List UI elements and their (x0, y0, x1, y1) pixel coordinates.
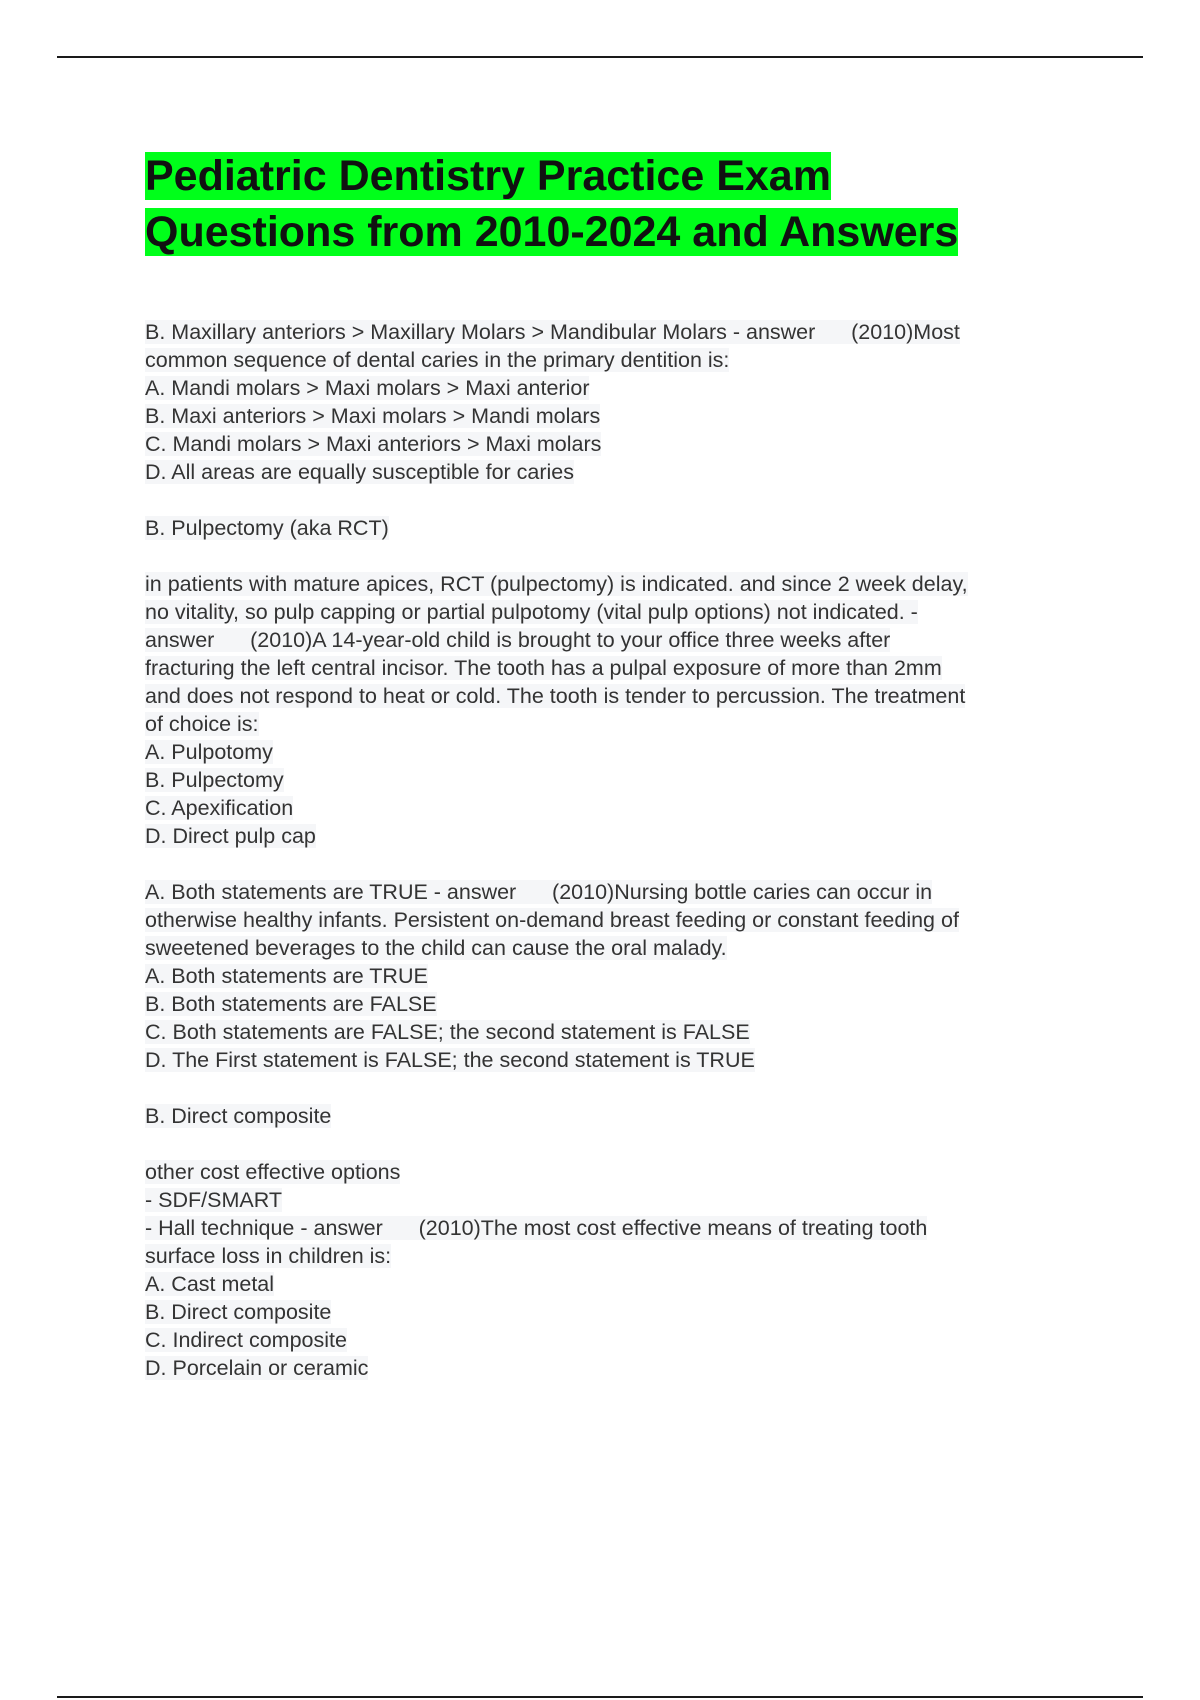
text-line (145, 346, 1075, 374)
text-line-content: D. Direct pulp cap (145, 824, 316, 848)
text-line-content: C. Indirect composite (145, 1328, 347, 1352)
text-line (145, 934, 1075, 962)
text-line-content: - SDF/SMART (145, 1188, 282, 1212)
document-title (145, 148, 1075, 260)
title-line-1: Pediatric Dentistry Practice Exam (145, 152, 831, 200)
text-line-content: - Hall technique - answer (2010)The most cost effective means of treating tooth (145, 1216, 928, 1240)
text-line-content: A. Both statements are TRUE - answer (2010)Nursing bottle caries can occur in (145, 880, 933, 904)
text-line (145, 962, 1075, 990)
text-line-content: A. Pulpotomy (145, 740, 273, 764)
text-line-content: no vitality, so pulp capping or partial pulpotomy (vital pulp options) not indicated. - (145, 600, 918, 624)
text-line (145, 1102, 1075, 1130)
text-line-content: C. Apexification (145, 796, 294, 820)
text-line (145, 1354, 1075, 1382)
text-line (145, 458, 1075, 486)
text-line (145, 598, 1075, 626)
text-line (145, 318, 1075, 346)
text-line (145, 1270, 1075, 1298)
text-line-content: A. Both statements are TRUE (145, 964, 428, 988)
text-line (145, 1242, 1075, 1270)
text-line-content: B. Direct composite (145, 1300, 332, 1324)
text-line (145, 430, 1075, 458)
text-line (145, 710, 1075, 738)
text-line (145, 402, 1075, 430)
qa-block (145, 514, 1075, 542)
text-line (145, 990, 1075, 1018)
title-line-2: Questions from 2010-2024 and Answers (145, 208, 959, 256)
text-line-content: of choice is: (145, 712, 259, 736)
text-line-content: B. Pulpectomy (145, 768, 284, 792)
qa-block (145, 570, 1075, 850)
qa-block (145, 1158, 1075, 1382)
text-line-content: B. Pulpectomy (aka RCT) (145, 516, 389, 540)
qa-block (145, 318, 1075, 486)
text-line-content: C. Both statements are FALSE; the second statement is FALSE (145, 1020, 750, 1044)
text-line (145, 1214, 1075, 1242)
text-line-content: D. The First statement is FALSE; the second statement is TRUE (145, 1048, 755, 1072)
text-line (145, 682, 1075, 710)
text-line (145, 626, 1075, 654)
bottom-rule (57, 1696, 1143, 1698)
text-line-content: C. Mandi molars > Maxi anteriors > Maxi molars (145, 432, 602, 456)
text-line-content: D. Porcelain or ceramic (145, 1356, 369, 1380)
qa-block (145, 1102, 1075, 1130)
text-line-content: A. Mandi molars > Maxi molars > Maxi anterior (145, 376, 590, 400)
text-line-content: and does not respond to heat or cold. The tooth is tender to percussion. The treatment (145, 684, 966, 708)
text-line (145, 1298, 1075, 1326)
text-line-content: fracturing the left central incisor. The tooth has a pulpal exposure of more than 2mm (145, 656, 942, 680)
text-line-content: B. Maxillary anteriors > Maxillary Molars > Mandibular Molars - answer (2010)Most (145, 320, 960, 344)
text-line (145, 766, 1075, 794)
top-rule (57, 56, 1143, 58)
text-line (145, 794, 1075, 822)
text-line (145, 570, 1075, 598)
qa-content (145, 318, 1075, 1382)
text-line-content: surface loss in children is: (145, 1244, 392, 1268)
text-line (145, 738, 1075, 766)
text-line-content: D. All areas are equally susceptible for caries (145, 460, 575, 484)
text-line-content: otherwise healthy infants. Persistent on-demand breast feeding or constant feeding of (145, 908, 959, 932)
text-line-content: common sequence of dental caries in the primary dentition is: (145, 348, 730, 372)
document-page (145, 148, 1075, 1382)
text-line-content: B. Both statements are FALSE (145, 992, 437, 1016)
text-line (145, 374, 1075, 402)
text-line (145, 906, 1075, 934)
text-line (145, 1186, 1075, 1214)
text-line (145, 514, 1075, 542)
text-line (145, 1326, 1075, 1354)
qa-block (145, 878, 1075, 1074)
text-line (145, 822, 1075, 850)
text-line-content: in patients with mature apices, RCT (pulpectomy) is indicated. and since 2 week delay, (145, 572, 968, 596)
text-line-content: answer (2010)A 14-year-old child is brought to your office three weeks after (145, 628, 891, 652)
text-line (145, 1158, 1075, 1186)
text-line-content: other cost effective options (145, 1160, 401, 1184)
text-line (145, 654, 1075, 682)
text-line (145, 878, 1075, 906)
text-line-content: A. Cast metal (145, 1272, 275, 1296)
text-line (145, 1018, 1075, 1046)
text-line (145, 1046, 1075, 1074)
text-line-content: sweetened beverages to the child can cause the oral malady. (145, 936, 727, 960)
text-line-content: B. Maxi anteriors > Maxi molars > Mandi molars (145, 404, 601, 428)
text-line-content: B. Direct composite (145, 1104, 332, 1128)
